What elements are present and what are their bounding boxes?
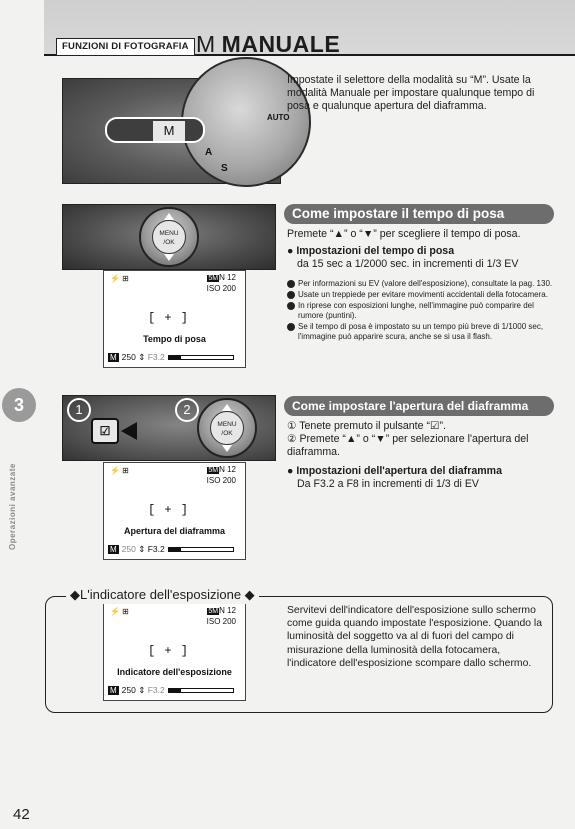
quality-shots: N 12 [219,273,236,282]
aperture-step-1: ① Tenete premuto il pulsante “☑”. [287,420,446,432]
note-icon [287,323,295,331]
shutter-value: 250 [121,352,136,362]
updown-icon: ⇕ [138,544,146,554]
mode-indicator: M [110,686,117,695]
navpad [139,207,199,267]
aperture-value: F3.2 [147,544,165,554]
down-arrow-icon [164,254,174,261]
aperture-bullet-text: Da F3.2 a F8 in incrementi di 1/3 di EV [297,477,479,490]
aperture-value: F3.2 [147,352,165,362]
af-frame: [ + ] [148,644,190,658]
meter-fill [169,356,181,359]
flash-icon: ⚡ ⊞ [110,607,129,616]
exposure-indicator-title: ◆L'indicatore dell'esposizione ◆ [66,586,259,604]
step-badge-1: 1 [67,398,91,422]
page-title [196,31,340,57]
up-arrow-icon [222,404,232,411]
updown-icon: ⇕ [138,352,146,362]
page-number: 42 [13,806,30,823]
resolution-badge: 5M [208,275,219,282]
exposure-readout [108,352,165,363]
ok-label: /OK [221,430,233,437]
note-item [287,279,555,289]
aperture-section-header: Come impostare l'apertura del diaframma [284,396,554,416]
chapter-tab [0,380,40,570]
note-text: Usate un treppiede per evitare movimenti accidentali della fotocamera. [298,289,548,299]
exposure-readout [108,544,165,555]
selected-mode: M [153,121,185,141]
pointer-arrow-icon [121,422,137,440]
shutter-value: 250 [121,685,136,695]
flash-icon: ⚡ ⊞ [110,274,129,283]
iso-value: ISO 200 [206,617,236,626]
note-icon [287,280,295,288]
note-text: In riprese con esposizioni lunghe, nell'immagine può comparire del rumore (puntini). [298,300,534,320]
shutter-section-header: Come impostare il tempo di posa [284,204,554,224]
mode-indicator: M [110,353,117,362]
mode-selector-window [105,117,205,143]
shutter-section-body [287,228,555,343]
exposure-indicator-text: Servitevi dell'indicatore dell'esposizione sullo schermo come guida quando impostate l'esposizione. Quando la luminosità del soggetto va al di fuori del campo di misurazione della luminosità della fotocamera, l'indicatore dell'esposizione scompare dallo schermo. [287,605,542,669]
updown-icon: ⇕ [138,685,146,695]
intro-paragraph: Impostate il selettore della modalità su “M”. Usate la modalità Manuale per impostare qualunque tempo di posa e qualunque apertura del diaframma. [287,74,535,113]
step-badge-2: 2 [175,398,199,422]
quality-shots: N 12 [219,465,236,474]
navpad-2 [197,398,257,458]
navpad-photo-1 [62,204,276,270]
flash-icon: ⚡ ⊞ [110,466,129,475]
up-arrow-icon [164,213,174,220]
shutter-notes [287,279,555,342]
menu-ok-button [152,220,186,254]
shutter-value: 250 [121,544,136,554]
note-item [287,290,555,300]
iso-value: ISO 200 [206,476,236,485]
navpad-photo-2 [62,395,276,461]
section-tag: FUNZIONI DI FOTOGRAFIA [56,38,195,56]
quality-shots: N 12 [219,606,236,615]
down-arrow-icon [222,445,232,452]
note-item [287,322,555,342]
lcd-caption: Apertura del diaframma [123,526,226,536]
resolution-badge: 5M [208,467,219,474]
menu-label: MENU [217,421,237,428]
af-frame: [ + ] [148,503,190,517]
note-text: Per informazioni su EV (valore dell'esposizione), consultate la pag. 130. [298,278,553,288]
resolution-badge: 5M [208,608,219,615]
note-item [287,301,555,321]
lcd-caption: Tempo di posa [143,334,206,344]
lcd-aperture [103,462,246,560]
shutter-instruction: Premete “▲” o “▼” per scegliere il tempo di posa. [287,228,521,240]
quality-info [207,465,236,486]
aperture-step-2: ② Premete “▲” o “▼” per selezionare l'apertura del diaframma. [287,433,529,459]
title-text: MANUALE [221,31,341,57]
dial-label-a: A [205,147,213,158]
aperture-section-body [287,420,555,491]
mode-dial-photo [62,78,290,184]
ok-label: /OK [163,239,175,246]
iso-value: ISO 200 [206,284,236,293]
mode-indicator: M [110,545,117,554]
shutter-bullet-text: da 15 sec a 1/2000 sec. in incrementi di 1/3 EV [297,258,519,271]
note-icon [287,302,295,310]
lcd-caption: Indicatore dell'esposizione [117,667,232,677]
aperture-value: F3.2 [147,685,165,695]
note-icon [287,291,295,299]
dial-label-s: S [221,163,228,174]
note-text: Se il tempo di posa è impostato su un tempo più breve di 1/1000 sec, l'immagine può apparire scura, anche se si usa il flash. [298,321,544,341]
mode-glyph: M [196,31,216,57]
shutter-bullet-title: ● Impostazioni del tempo di posa [287,245,455,258]
meter-fill [169,548,181,551]
lcd-shutter [103,270,246,368]
exposure-meter [168,547,234,552]
ev-button-icon: ☑ [91,418,119,444]
chapter-number: 3 [2,388,36,422]
aperture-bullet-title: ● Impostazioni dell'apertura del diaframma [287,464,502,477]
menu-label: MENU [159,230,179,237]
chapter-label: Operazioni avanzate [8,463,17,550]
exposure-meter [168,355,234,360]
menu-ok-button-2 [210,411,244,445]
dial-label-auto: AUTO [267,113,290,122]
quality-info [207,273,236,294]
af-frame: [ + ] [148,311,190,325]
